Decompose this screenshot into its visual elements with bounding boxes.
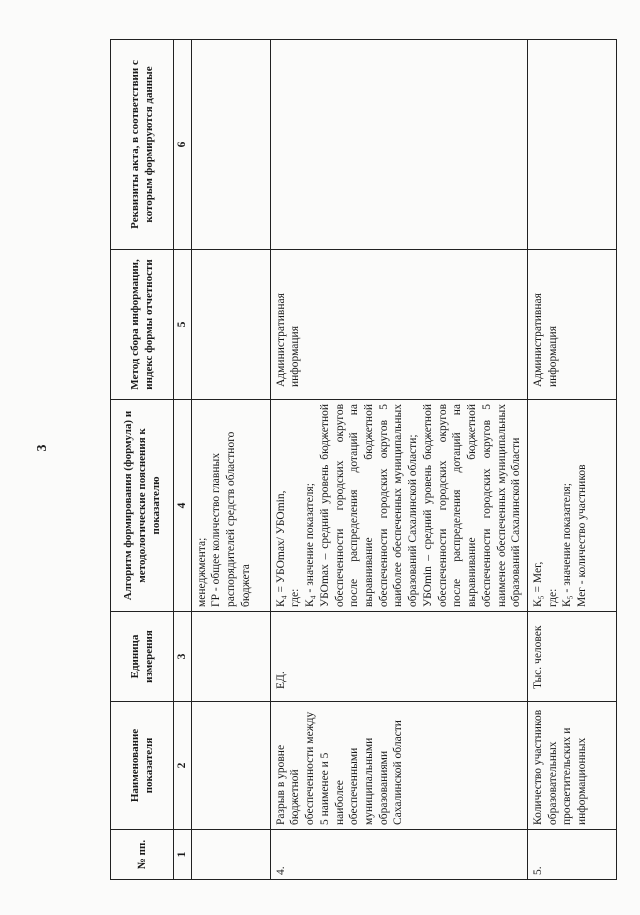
column-number: 5 xyxy=(174,250,192,400)
row-method: Административная информация xyxy=(527,250,616,400)
row-act xyxy=(191,40,270,250)
column-number: 3 xyxy=(174,612,192,702)
row-num: 4. xyxy=(270,830,527,880)
row-method xyxy=(191,250,270,400)
page-number: 3 xyxy=(35,444,50,452)
column-number: 2 xyxy=(174,702,192,830)
header-row xyxy=(111,40,174,880)
row-unit xyxy=(191,612,270,702)
indicator-table xyxy=(110,39,617,880)
row-name: Разрыв в уровне бюджетной обеспеченности между 5 наименее и 5 наиболее обеспеченными муниципальными образованиями Сахалинской области xyxy=(270,702,527,830)
column-number: 4 xyxy=(174,400,192,612)
column-number: 1 xyxy=(174,830,192,880)
header-name: Наименование показателя xyxy=(111,702,174,830)
table-row xyxy=(191,40,270,880)
row-name xyxy=(191,702,270,830)
row-num: 5. xyxy=(527,830,616,880)
row-unit: Тыс. человек xyxy=(527,612,616,702)
header-method: Метод сбора информации, индекс формы отчетности xyxy=(111,250,174,400)
row-formula: К₅ = Мег, где: К₅ - значение показателя; Мег - количество участников xyxy=(527,400,616,612)
header-formula: Алгоритм формирования (формула) и методологические пояснения к показателю xyxy=(111,400,174,612)
column-number-row xyxy=(174,40,192,880)
table-row xyxy=(527,40,616,880)
table-row xyxy=(270,40,527,880)
row-formula: К₄ = УБОmax/ УБОmin, где: К₄ - значение показателя; УБОmax – средний уровень бюджетной обеспеченности городских округов после распределения дотаций на выравнивание бюджетной обеспеченности городских округов 5 наиболее обеспеченных муниципальных образований Сахалинской области; УБОmin – средний уровень бюджетной обеспеченности городских округов после распределения дотаций на выравнивание бюджетной обеспеченности городских округов 5 наименее обеспеченных муниципальных образований Сахалинской области xyxy=(270,400,527,612)
row-unit: ЕД. xyxy=(270,612,527,702)
header-num: № пп. xyxy=(111,830,174,880)
column-number: 6 xyxy=(174,40,192,250)
rotated-table-container xyxy=(110,40,590,880)
row-formula: менеджмента; ГР - общее количество главных распорядителей средств областного бюджета xyxy=(191,400,270,612)
header-unit: Единица измерения xyxy=(111,612,174,702)
row-name: Количество участников образовательных просветительских и информационных xyxy=(527,702,616,830)
row-act xyxy=(270,40,527,250)
row-method: Административная информация xyxy=(270,250,527,400)
header-act: Реквизиты акта, в соответствии с которым формируются данные xyxy=(111,40,174,250)
row-act xyxy=(527,40,616,250)
row-num xyxy=(191,830,270,880)
